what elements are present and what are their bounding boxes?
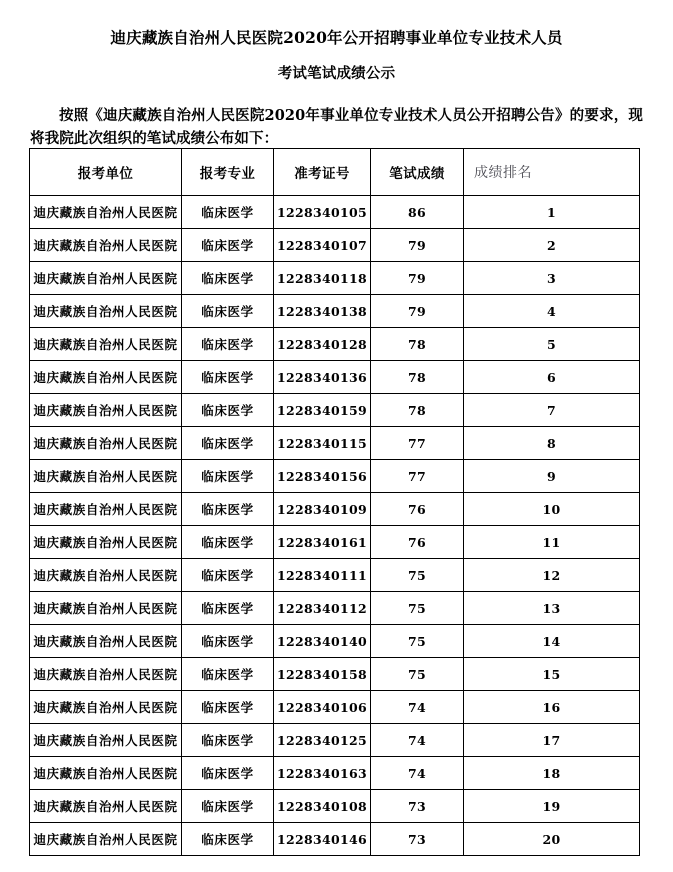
- cell-ticket: 1228340105: [274, 196, 371, 229]
- column-header-unit: 报考单位: [30, 149, 182, 196]
- cell-ticket: 1228340109: [274, 493, 371, 526]
- cell-ticket: 1228340128: [274, 328, 371, 361]
- table-row: [30, 196, 640, 229]
- cell-score: 75: [371, 625, 464, 658]
- cell-ticket: 1228340107: [274, 229, 371, 262]
- cell-rank: 16: [464, 691, 640, 724]
- table-row: [30, 658, 640, 691]
- page-subtitle: 考试笔试成绩公示: [277, 65, 396, 82]
- cell-score: 76: [371, 493, 464, 526]
- cell-score: 73: [371, 790, 464, 823]
- cell-rank: 7: [464, 394, 640, 427]
- cell-major: 临床医学: [182, 427, 274, 460]
- cell-unit: 迪庆藏族自治州人民医院: [30, 559, 182, 592]
- cell-major: 临床医学: [182, 460, 274, 493]
- table-row: [30, 262, 640, 295]
- table-row: [30, 427, 640, 460]
- cell-major: 临床医学: [182, 658, 274, 691]
- cell-unit: 迪庆藏族自治州人民医院: [30, 295, 182, 328]
- table-row: [30, 493, 640, 526]
- cell-score: 75: [371, 592, 464, 625]
- cell-unit: 迪庆藏族自治州人民医院: [30, 526, 182, 559]
- cell-unit: 迪庆藏族自治州人民医院: [30, 196, 182, 229]
- cell-major: 临床医学: [182, 394, 274, 427]
- cell-major: 临床医学: [182, 625, 274, 658]
- cell-major: 临床医学: [182, 361, 274, 394]
- cell-score: 75: [371, 658, 464, 691]
- cell-major: 临床医学: [182, 196, 274, 229]
- cell-ticket: 1228340161: [274, 526, 371, 559]
- cell-major: 临床医学: [182, 823, 274, 856]
- cell-score: 79: [371, 295, 464, 328]
- cell-major: 临床医学: [182, 559, 274, 592]
- cell-rank: 3: [464, 262, 640, 295]
- cell-ticket: 1228340115: [274, 427, 371, 460]
- cell-rank: 13: [464, 592, 640, 625]
- cell-score: 73: [371, 823, 464, 856]
- cell-ticket: 1228340118: [274, 262, 371, 295]
- cell-rank: 15: [464, 658, 640, 691]
- cell-score: 79: [371, 229, 464, 262]
- table-row: [30, 361, 640, 394]
- intro-paragraph: 按照《迪庆藏族自治州人民医院2020年事业单位专业技术人员公开招聘公告》的要求，现将我院此次组织的笔试成绩公布如下：: [30, 107, 643, 147]
- cell-unit: 迪庆藏族自治州人民医院: [30, 460, 182, 493]
- cell-score: 76: [371, 526, 464, 559]
- cell-unit: 迪庆藏族自治州人民医院: [30, 328, 182, 361]
- cell-major: 临床医学: [182, 691, 274, 724]
- table-row: [30, 592, 640, 625]
- cell-score: 78: [371, 328, 464, 361]
- cell-unit: 迪庆藏族自治州人民医院: [30, 361, 182, 394]
- cell-rank: 2: [464, 229, 640, 262]
- column-header-ticket: 准考证号: [274, 149, 371, 196]
- cell-unit: 迪庆藏族自治州人民医院: [30, 592, 182, 625]
- cell-score: 78: [371, 361, 464, 394]
- cell-rank: 4: [464, 295, 640, 328]
- cell-major: 临床医学: [182, 526, 274, 559]
- cell-score: 77: [371, 460, 464, 493]
- table-row: [30, 790, 640, 823]
- score-table-container: [29, 148, 639, 856]
- cell-major: 临床医学: [182, 229, 274, 262]
- cell-rank: 8: [464, 427, 640, 460]
- cell-unit: 迪庆藏族自治州人民医院: [30, 757, 182, 790]
- cell-rank: 11: [464, 526, 640, 559]
- cell-score: 74: [371, 757, 464, 790]
- cell-rank: 6: [464, 361, 640, 394]
- cell-unit: 迪庆藏族自治州人民医院: [30, 658, 182, 691]
- table-row: [30, 691, 640, 724]
- cell-rank: 5: [464, 328, 640, 361]
- cell-rank: 14: [464, 625, 640, 658]
- cell-ticket: 1228340112: [274, 592, 371, 625]
- cell-ticket: 1228340158: [274, 658, 371, 691]
- table-row: [30, 394, 640, 427]
- score-table: [29, 148, 640, 856]
- cell-unit: 迪庆藏族自治州人民医院: [30, 823, 182, 856]
- cell-ticket: 1228340163: [274, 757, 371, 790]
- cell-score: 74: [371, 691, 464, 724]
- cell-score: 74: [371, 724, 464, 757]
- cell-ticket: 1228340140: [274, 625, 371, 658]
- cell-major: 临床医学: [182, 757, 274, 790]
- cell-ticket: 1228340111: [274, 559, 371, 592]
- table-row: [30, 823, 640, 856]
- table-body: [30, 196, 640, 856]
- column-header-rank: 成绩排名: [464, 149, 640, 196]
- cell-unit: 迪庆藏族自治州人民医院: [30, 394, 182, 427]
- cell-rank: 1: [464, 196, 640, 229]
- cell-major: 临床医学: [182, 790, 274, 823]
- cell-ticket: 1228340106: [274, 691, 371, 724]
- column-header-score: 笔试成绩: [371, 149, 464, 196]
- cell-major: 临床医学: [182, 592, 274, 625]
- table-row: [30, 229, 640, 262]
- table-row: [30, 757, 640, 790]
- cell-unit: 迪庆藏族自治州人民医院: [30, 625, 182, 658]
- table-row: [30, 460, 640, 493]
- cell-ticket: 1228340156: [274, 460, 371, 493]
- cell-major: 临床医学: [182, 262, 274, 295]
- page-title: 迪庆藏族自治州人民医院2020年公开招聘事业单位专业技术人员: [110, 28, 563, 47]
- table-row: [30, 625, 640, 658]
- cell-rank: 19: [464, 790, 640, 823]
- table-row: [30, 295, 640, 328]
- cell-unit: 迪庆藏族自治州人民医院: [30, 724, 182, 757]
- cell-rank: 9: [464, 460, 640, 493]
- column-header-major: 报考专业: [182, 149, 274, 196]
- cell-ticket: 1228340125: [274, 724, 371, 757]
- cell-major: 临床医学: [182, 493, 274, 526]
- cell-ticket: 1228340138: [274, 295, 371, 328]
- cell-unit: 迪庆藏族自治州人民医院: [30, 691, 182, 724]
- table-header-row: [30, 149, 640, 196]
- cell-major: 临床医学: [182, 295, 274, 328]
- table-row: [30, 724, 640, 757]
- table-header: [30, 149, 640, 196]
- cell-unit: 迪庆藏族自治州人民医院: [30, 427, 182, 460]
- table-row: [30, 559, 640, 592]
- cell-unit: 迪庆藏族自治州人民医院: [30, 262, 182, 295]
- cell-unit: 迪庆藏族自治州人民医院: [30, 229, 182, 262]
- cell-score: 79: [371, 262, 464, 295]
- cell-score: 77: [371, 427, 464, 460]
- cell-score: 86: [371, 196, 464, 229]
- cell-unit: 迪庆藏族自治州人民医院: [30, 493, 182, 526]
- cell-rank: 20: [464, 823, 640, 856]
- cell-major: 临床医学: [182, 328, 274, 361]
- cell-ticket: 1228340159: [274, 394, 371, 427]
- cell-rank: 18: [464, 757, 640, 790]
- table-row: [30, 328, 640, 361]
- cell-unit: 迪庆藏族自治州人民医院: [30, 790, 182, 823]
- cell-rank: 12: [464, 559, 640, 592]
- table-row: [30, 526, 640, 559]
- cell-ticket: 1228340146: [274, 823, 371, 856]
- cell-ticket: 1228340136: [274, 361, 371, 394]
- cell-rank: 10: [464, 493, 640, 526]
- cell-major: 临床医学: [182, 724, 274, 757]
- cell-ticket: 1228340108: [274, 790, 371, 823]
- cell-score: 78: [371, 394, 464, 427]
- cell-score: 75: [371, 559, 464, 592]
- cell-rank: 17: [464, 724, 640, 757]
